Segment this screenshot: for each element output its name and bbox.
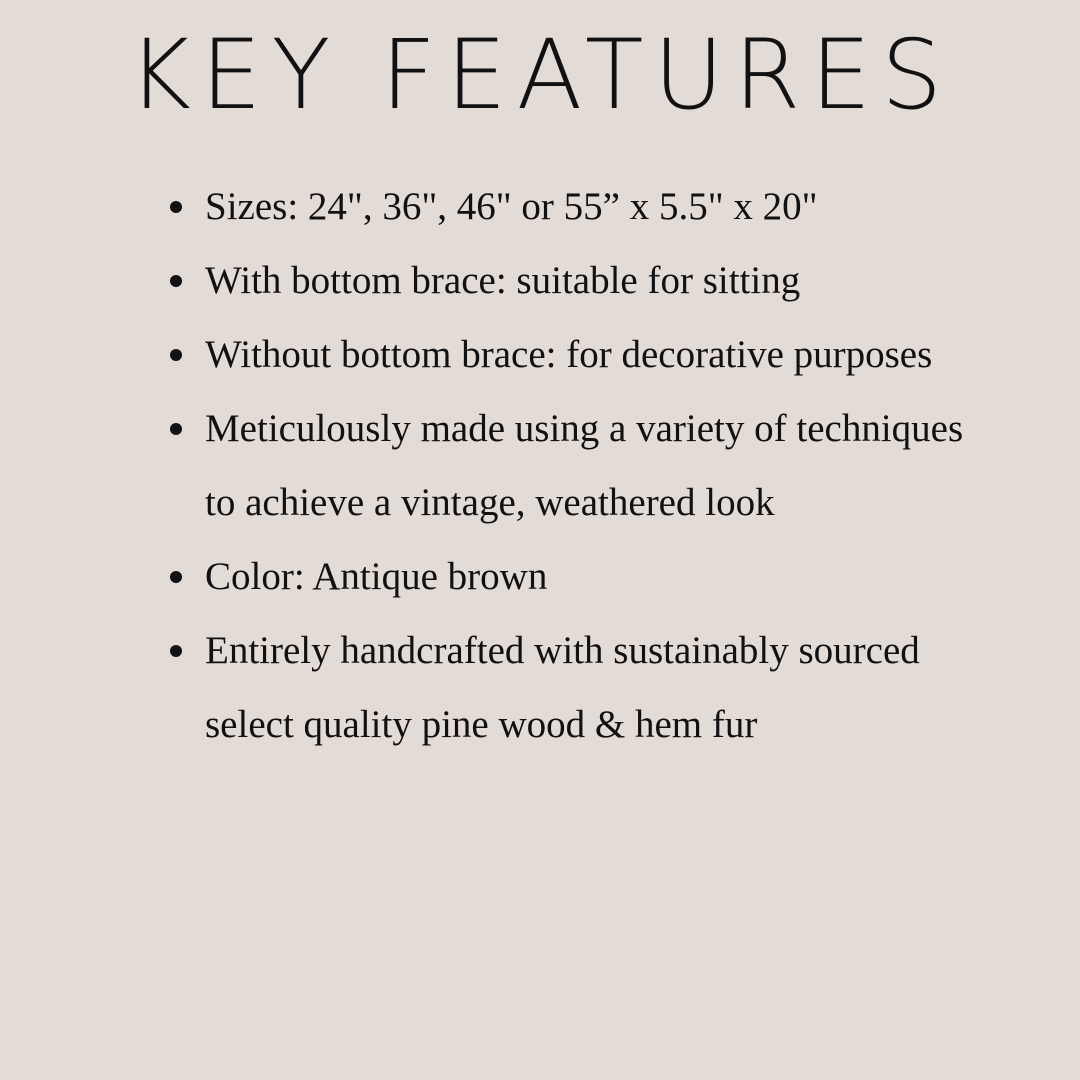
bullet-icon	[170, 275, 182, 287]
features-list	[205, 170, 995, 762]
bullet-icon	[170, 571, 182, 583]
feature-item-without-brace	[205, 318, 995, 392]
bullet-icon	[170, 423, 182, 435]
feature-text: Meticulously made using a variety of techniques to achieve a vintage, weathered look	[205, 407, 964, 524]
feature-text: Without bottom brace: for decorative purposes	[205, 333, 933, 376]
bullet-icon	[170, 201, 182, 213]
feature-item-sizes	[205, 170, 995, 244]
feature-text: Color: Antique brown	[205, 555, 548, 598]
feature-item-with-brace	[205, 244, 995, 318]
feature-item-materials	[205, 614, 995, 762]
feature-text: Sizes: 24", 36", 46" or 55” x 5.5" x 20"	[205, 185, 818, 228]
feature-text: With bottom brace: suitable for sitting	[205, 259, 801, 302]
page-title: KEY FEATURES	[127, 19, 953, 131]
feature-item-color	[205, 540, 995, 614]
feature-item-craftsmanship	[205, 392, 995, 540]
bullet-icon	[170, 349, 182, 361]
bullet-icon	[170, 645, 182, 657]
feature-text: Entirely handcrafted with sustainably sourced select quality pine wood & hem fur	[205, 629, 920, 746]
